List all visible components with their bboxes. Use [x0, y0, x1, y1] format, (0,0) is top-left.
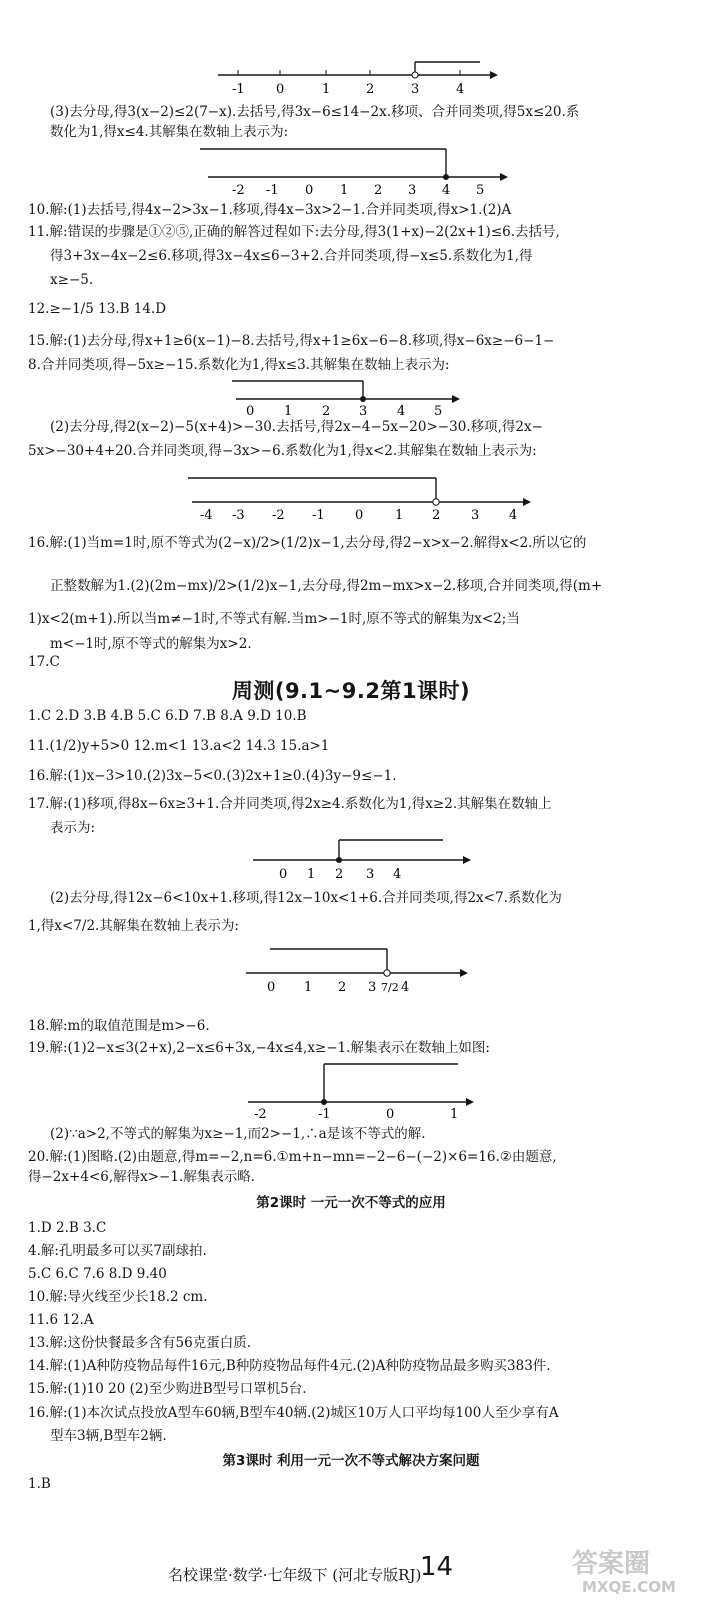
tick-label: 5: [476, 183, 485, 198]
answer-line: 17.C: [28, 654, 60, 670]
answer-line: 数化为1,得x≤4.其解集在数轴上表示为:: [50, 124, 289, 140]
lesson-3-heading: 第3课时 利用一元一次不等式解决方案问题: [222, 1453, 480, 1469]
answer-line: 1)x<2(m+1).所以当m≠−1时,不等式有解.当m>−1时,原不等式的解集为x<2;当: [28, 611, 520, 627]
tick-label: 3: [366, 867, 375, 882]
answer-line: 10.解:导火线至少长18.2 cm.: [28, 1289, 208, 1305]
tick-label: 0: [246, 404, 255, 417]
tick-label: 4: [456, 82, 465, 97]
answer-line: x≥−5.: [50, 272, 94, 288]
answer-line: 4.解:孔明最多可以买7副球拍.: [28, 1243, 207, 1259]
tick-label: 1: [284, 404, 293, 417]
answer-line: 20.解:(1)图略.(2)由题意,得m=−2,n=6.①m+n−mn=−2−6−(−2)×6=16.②由题意,: [28, 1149, 557, 1165]
book-footer: 名校课堂·数学·七年级下 (河北专版RJ): [168, 1566, 422, 1584]
tick-label: -1: [318, 1107, 331, 1122]
tick-label: 3: [471, 508, 480, 523]
answer-line: (2)∵a>2,不等式的解集为x≥−1,而2>−1,∴a是该不等式的解.: [50, 1126, 426, 1142]
tick-label: 2: [432, 508, 441, 523]
tick-label: -1: [312, 508, 325, 523]
tick-label: 1: [304, 980, 313, 995]
number-line-4: [188, 466, 538, 524]
tick-label: 0: [305, 183, 314, 198]
answer-line: 表示为:: [50, 820, 96, 836]
answer-line: 1.C 2.D 3.B 4.B 5.C 6.D 7.B 8.A 9.D 10.B: [28, 708, 307, 724]
tick-label: -1: [266, 183, 279, 198]
answer-line: 正整数解为1.(2)(2m−mx)/2>(1/2)x−1,去分母,得2m−mx>x−2.移项,合并同类项,得(m+: [50, 578, 603, 594]
answer-line: (2)去分母,得2(x−2)−5(x+4)>−30.去括号,得2x−4−5x−20>−30.移项,得2x−: [50, 419, 543, 435]
tick-label: 1: [322, 82, 331, 97]
number-line-6: [246, 945, 476, 1015]
answer-line: 19.解:(1)2−x≤3(2+x),2−x≤6+3x,−4x≤4,x≥−1.解集表示在数轴上如图:: [28, 1040, 490, 1056]
answer-line: 13.解:这份快餐最多含有56克蛋白质.: [28, 1335, 251, 1351]
page-number: 14: [420, 1552, 454, 1582]
watermark-url: MXQE.COM: [582, 1578, 676, 1596]
watermark-logo: [568, 1544, 698, 1596]
answer-line: 16.解:(1)x−3>10.(2)3x−5<0.(3)2x+1≥0.(4)3y−9≤−1.: [28, 768, 397, 784]
tick-label: -2: [232, 183, 245, 198]
number-line-1: [200, 60, 500, 98]
tick-label: 3: [408, 183, 417, 198]
answer-line: 11.(1/2)y+5>0 12.m<1 13.a<2 14.3 15.a>1: [28, 738, 330, 754]
tick-label: 0: [386, 1107, 395, 1122]
tick-label: -2: [254, 1107, 267, 1122]
answer-line: 18.解:m的取值范围是m>−6.: [28, 1018, 210, 1034]
answer-line: m<−1时,原不等式的解集为x>2.: [50, 636, 252, 652]
answer-line: (3)去分母,得3(x−2)≤2(7−x).去括号,得3x−6≤14−2x.移项、合并同类项,得5x≤20.系: [50, 104, 580, 120]
tick-label: 4: [393, 867, 402, 882]
answer-line: 16.解:(1)本次试点投放A型车60辆,B型车40辆.(2)城区10万人口平均每100人至少享有A: [28, 1405, 559, 1421]
answer-line: 12.≥−1/5 13.B 14.D: [28, 301, 167, 317]
tick-label: 4: [401, 980, 410, 995]
tick-label: 5: [434, 404, 443, 417]
tick-label: 2: [374, 183, 383, 198]
lesson-2-heading: 第2课时 一元一次不等式的应用: [256, 1195, 446, 1211]
tick-label: 0: [267, 980, 276, 995]
tick-label: 1: [340, 183, 349, 198]
tick-label: 4: [442, 183, 451, 198]
number-line-7: [248, 1058, 478, 1124]
tick-label: 3: [359, 404, 368, 417]
answer-line: 型车3辆,B型车2辆.: [50, 1428, 167, 1444]
tick-label: 2: [338, 980, 347, 995]
tick-label: 2: [366, 82, 375, 97]
tick-label: -1: [232, 82, 245, 97]
tick-label-fraction: 7/2: [381, 981, 399, 994]
number-line-5: [253, 836, 483, 886]
answer-line: 15.解:(1)10 20 (2)至少购进B型号口罩机5台.: [28, 1381, 307, 1397]
answer-line: 11.6 12.A: [28, 1312, 94, 1328]
number-line-2: [200, 143, 520, 199]
answer-line: 1,得x<7/2.其解集在数轴上表示为:: [28, 918, 239, 934]
tick-label: 1: [395, 508, 404, 523]
answer-line: 11.解:错误的步骤是①②⑤,正确的解答过程如下:去分母,得3(1+x)−2(2x+1)≤6.去括号,: [28, 224, 560, 240]
tick-label: 0: [355, 508, 364, 523]
answer-line: 5x>−30+4+20.合并同类项,得−3x>−6.系数化为1,得x<2.其解集在数轴上表示为:: [28, 443, 537, 459]
answer-line: 16.解:(1)当m=1时,原不等式为(2−x)/2>(1/2)x−1,去分母,得2−x>x−2.解得x<2.所以它的: [28, 535, 587, 551]
tick-label: 0: [276, 82, 285, 97]
number-line-3: [232, 377, 472, 417]
tick-label: 2: [322, 404, 331, 417]
tick-label: 1: [307, 867, 316, 882]
tick-label: 0: [279, 867, 288, 882]
answer-line: (2)去分母,得12x−6<10x+1.移项,得12x−10x<1+6.合并同类项,得2x<7.系数化为: [50, 890, 562, 906]
tick-label: 4: [509, 508, 518, 523]
answer-line: 得3+3x−4x−2≤6.移项,得3x−4x≤6−3+2.合并同类项,得−x≤5.系数化为1,得: [50, 248, 533, 264]
tick-label: -3: [232, 508, 245, 523]
answer-line: 1.B: [28, 1476, 51, 1492]
watermark-text: 答案圈: [572, 1549, 651, 1579]
tick-label: -2: [272, 508, 285, 523]
answer-line: 14.解:(1)A种防疫物品每件16元,B种防疫物品每件4元.(2)A种防疫物品最多购买383件.: [28, 1358, 551, 1374]
answer-line: 1.D 2.B 3.C: [28, 1220, 107, 1236]
tick-label: 2: [335, 867, 344, 882]
answer-line: 8.合并同类项,得−5x≥−15.系数化为1,得x≤3.其解集在数轴上表示为:: [28, 357, 450, 373]
tick-label: 3: [411, 82, 420, 97]
answer-line: 5.C 6.C 7.6 8.D 9.40: [28, 1266, 167, 1282]
answer-line: 得−2x+4<6,解得x>−1.解集表示略.: [28, 1169, 256, 1185]
tick-label: 3: [368, 980, 377, 995]
answer-line: 15.解:(1)去分母,得x+1≥6(x−1)−8.去括号,得x+1≥6x−6−8.移项,得x−6x≥−6−1−: [28, 333, 555, 349]
tick-label: 1: [450, 1107, 459, 1122]
weekly-test-heading: 周测(9.1~9.2第1课时): [231, 679, 471, 703]
answer-line: 17.解:(1)移项,得8x−6x≥3+1.合并同类项,得2x≥4.系数化为1,得x≥2.其解集在数轴上: [28, 796, 552, 812]
tick-label: 4: [397, 404, 406, 417]
answer-line: 10.解:(1)去括号,得4x−2>3x−1.移项,得4x−3x>2−1.合并同类项,得x>1.(2)A: [28, 202, 512, 218]
tick-label: -4: [200, 508, 213, 523]
